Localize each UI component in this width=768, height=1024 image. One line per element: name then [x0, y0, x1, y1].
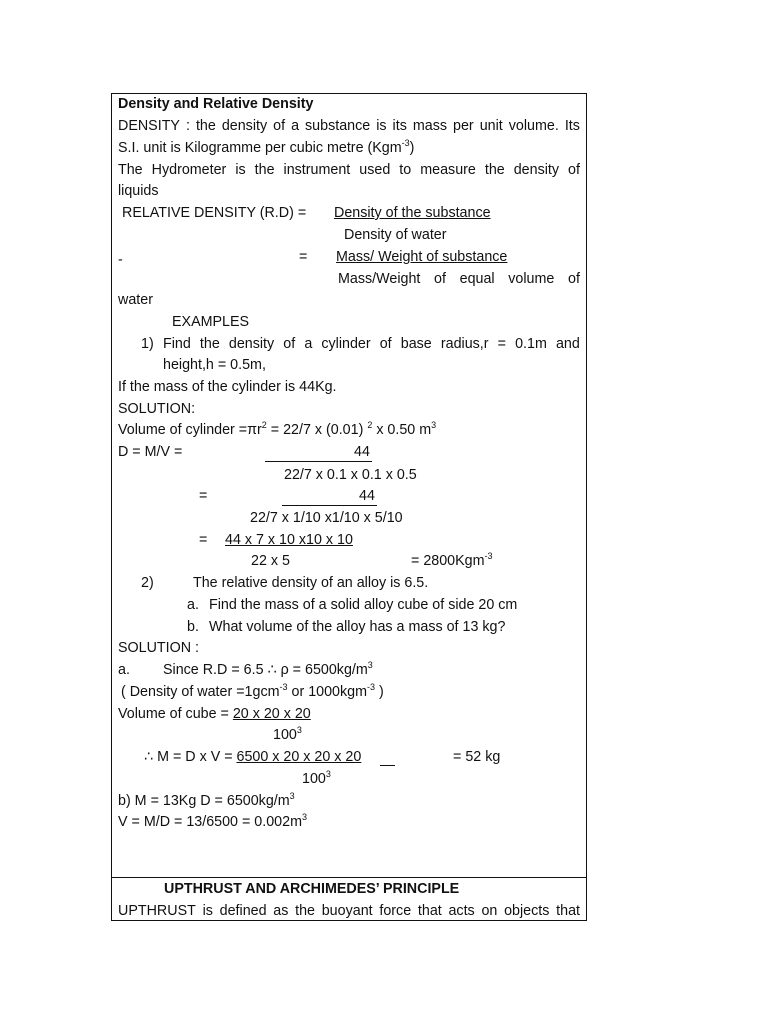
rd-denominator-1: Density of water [344, 227, 447, 243]
word: is [235, 162, 246, 178]
fraction-2-bar [282, 505, 377, 506]
word: a [291, 118, 300, 134]
word: is [376, 118, 387, 134]
fraction-3-numerator: 44 x 7 x 10 x10 x 10 [225, 532, 353, 548]
examples-heading: EXAMPLES [172, 314, 250, 330]
word: the [484, 162, 505, 178]
fraction-3-equals: = [199, 532, 208, 548]
fraction-2-denominator: 22/7 x 1/10 x1/10 x 5/10 [250, 510, 403, 526]
volume-result-line: $V = M/D = 13/6500 = 0.002m^3$ [118, 812, 308, 830]
word: base [400, 336, 432, 352]
mass-result: = 52 kg [453, 749, 501, 765]
word: Mass/Weight [338, 271, 421, 287]
word: the [195, 118, 216, 134]
solution-a-marker: a. [118, 662, 130, 678]
cube-volume-line: Volume of cube = 20 x 20 x 20 [118, 706, 311, 722]
word: instrument [283, 162, 351, 178]
fraction-1-numerator: 44 [354, 444, 370, 460]
word: mass [412, 118, 448, 134]
cylinder-volume-line: Volume of cylinder $=\pi r^2 = 22/7$ x (0.01) $^2$ x 0.50 $m^3$ [118, 420, 437, 438]
word: equal [459, 271, 495, 287]
word: a [304, 336, 313, 352]
word: the [295, 903, 315, 919]
word: radius,r [440, 336, 489, 352]
density-definition-line-1 [118, 117, 580, 135]
word: acts [448, 903, 475, 919]
word: to [399, 162, 412, 178]
word: the [254, 162, 275, 178]
word: Its [564, 118, 580, 134]
example-2b-marker: b. [187, 619, 199, 635]
word: defined [219, 903, 267, 919]
word: of [568, 271, 580, 287]
word: volume [508, 271, 555, 287]
word: that [417, 903, 442, 919]
word: unit [479, 118, 503, 134]
word: cylinder [321, 336, 371, 352]
relative-density-label: RELATIVE DENSITY (R.D) = [122, 205, 307, 221]
solution-b-line: b) M = 13Kg $D = 6500kg/m^3$ [118, 791, 295, 809]
word: of [379, 336, 392, 352]
density-formula-label: D = M/V = [118, 444, 183, 460]
fraction-2-equals: = [199, 488, 208, 504]
rd-denominator-2 [338, 270, 580, 288]
word: as [273, 903, 289, 919]
rd-numerator-2: Mass/ Weight of substance [336, 249, 508, 265]
fraction-1-bar [265, 461, 372, 462]
density-definition-line-2: S.I. unit is Kilogramme per cubic metre (Kgm$^{-3}$) [118, 138, 415, 156]
word: density [221, 118, 268, 134]
word: used [359, 162, 391, 178]
word: = [497, 336, 506, 352]
section-divider [111, 877, 587, 878]
word: density [228, 336, 275, 352]
mass-formula-line: ∴ M = D x V = 6500 x 20 x 20 x 20 [144, 749, 362, 765]
rd-numerator-1: Density of the substance [334, 205, 491, 221]
fraction-1-denominator: 22/7 x 0.1 x 0.1 x 0.5 [284, 467, 417, 483]
word: 0.1m [515, 336, 547, 352]
rd-equals-2: = [299, 249, 308, 265]
hydrometer-line-1 [118, 161, 580, 179]
solution-label: SOLUTION: [118, 401, 196, 417]
rd-denominator-2-end: water [118, 292, 153, 308]
word: substance [305, 118, 371, 134]
word: and [555, 336, 580, 352]
word: force [379, 903, 412, 919]
fraction-2-numerator: 44 [359, 488, 375, 504]
solution-2-label: SOLUTION : [118, 640, 200, 656]
word: measure [420, 162, 476, 178]
example-1-line-3: If the mass of the cylinder is 44Kg. [118, 379, 337, 395]
word: The [118, 162, 143, 178]
word: its [392, 118, 407, 134]
example-2-number: 2) [141, 575, 154, 591]
upthrust-definition-line [118, 902, 580, 920]
mass-denominator: $100^3$ [302, 769, 331, 787]
word: per [453, 118, 474, 134]
fraction-3-denominator: 22 x 5 [251, 553, 290, 569]
example-2b-text: What volume of the alloy has a mass of 13 kg? [209, 619, 506, 635]
word: of [434, 271, 446, 287]
word: DENSITY [118, 118, 180, 134]
word: density [513, 162, 560, 178]
example-2a-marker: a. [187, 597, 199, 613]
word: buoyant [321, 903, 373, 919]
example-2a-text: Find the mass of a solid alloy cube of side 20 cm [209, 597, 518, 613]
word: the [199, 336, 220, 352]
word: Hydrometer [151, 162, 227, 178]
example-1-line-1 [163, 335, 580, 353]
word: of [283, 336, 296, 352]
stray-dash: - [118, 252, 123, 268]
section-2-title: UPTHRUST AND ARCHIMEDES’ PRINCIPLE [164, 881, 460, 897]
cube-volume-denominator: $100^3$ [273, 725, 302, 743]
word: objects [504, 903, 550, 919]
word: that [556, 903, 580, 919]
example-1-line-2: height,h = 0.5m, [163, 357, 266, 373]
hydrometer-line-2: liquids [118, 183, 159, 199]
mass-fraction-bar-tail [380, 765, 395, 766]
word: : [185, 118, 190, 134]
word: Find [163, 336, 191, 352]
water-density-line: ( Density of water =1gcm$^{-3}$ or 1000kgm$^{-3}$ ) [121, 682, 384, 700]
word: of [568, 162, 580, 178]
density-result: = 2800Kgm$^{-3}$ [411, 551, 493, 569]
section-title: Density and Relative Density [118, 96, 314, 112]
word: volume. [508, 118, 559, 134]
word: is [202, 903, 213, 919]
word: on [481, 903, 498, 919]
solution-a-text: Since R.D = 6.5 ∴ $\rho = 6500kg/m^3$ [163, 660, 373, 678]
word: UPTHRUST [118, 903, 196, 919]
word: of [273, 118, 286, 134]
example-1-number: 1) [141, 336, 154, 352]
example-2-text: The relative density of an alloy is 6.5. [193, 575, 429, 591]
